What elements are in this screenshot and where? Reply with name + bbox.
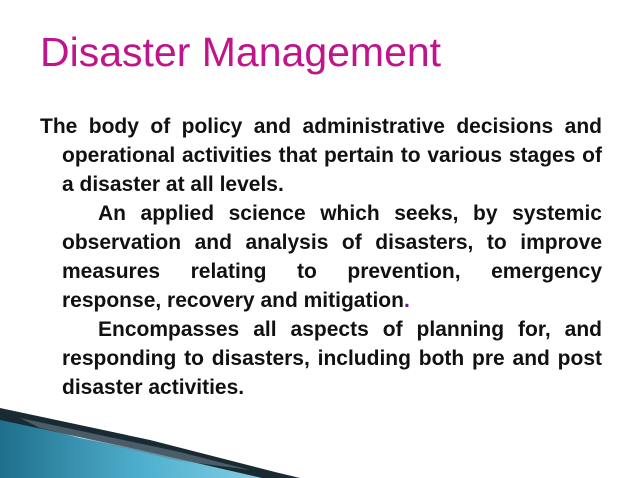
paragraph-applied-science-text: An applied science which seeks, by systemic observation and analysis of disasters, to improve measures relating to prevention, emergency response, recovery and mitigation [62,202,602,312]
paragraph-encompasses: Encompasses all aspects of planning for, and responding to disasters, including both pre and post disaster activities. [62,318,602,399]
slide-body [40,112,602,402]
slide-title: Disaster Management [40,29,442,75]
corner-swoosh-decoration [0,388,330,478]
paragraph-definition: The body of policy and administrative decisions and operational activities that pertain to various stages of a disaster at all levels. [40,115,602,196]
paragraph-applied-science [40,199,602,315]
paragraph-trailing-mark: . [403,289,410,312]
